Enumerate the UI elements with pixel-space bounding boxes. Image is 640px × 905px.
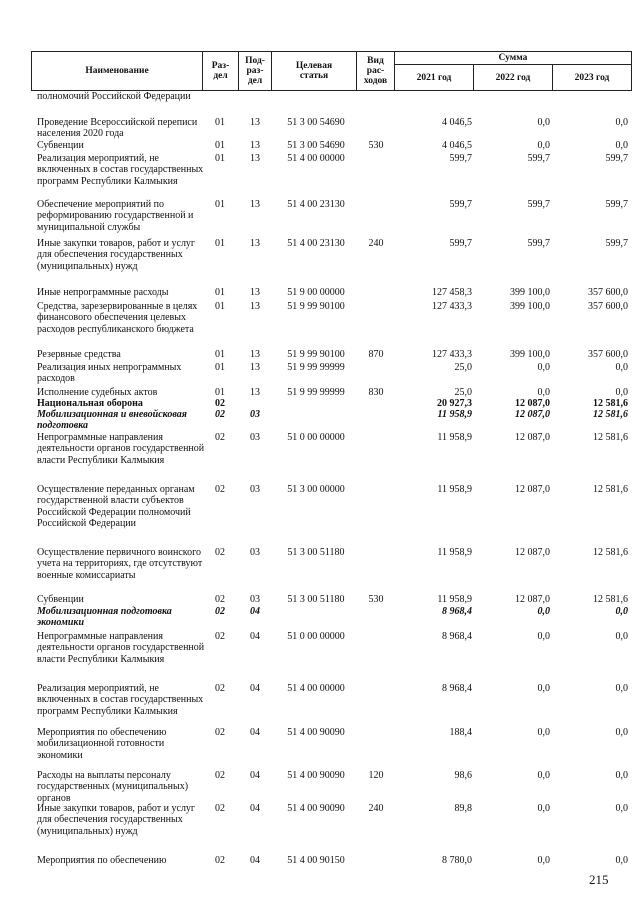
cell-y2: 0,0 <box>537 683 550 694</box>
cell-pr: 13 <box>250 301 260 312</box>
cell-y2: 399 100,0 <box>510 349 550 360</box>
cell-cs: 51 4 00 23130 <box>287 238 345 249</box>
cell-y3: 12 581,6 <box>593 409 628 420</box>
cell-cs: 51 0 00 00000 <box>287 432 345 443</box>
cell-pr: 13 <box>250 238 260 249</box>
row-name: Национальная оборона <box>37 398 143 409</box>
cell-y1: 127 433,3 <box>432 349 472 360</box>
cell-pr: 13 <box>250 117 260 128</box>
cell-y3: 0,0 <box>615 683 628 694</box>
header-target-article: Целевая статья <box>271 51 357 91</box>
cell-y3: 0,0 <box>615 140 628 151</box>
header-expense-kind: Вид рас- ходов <box>356 51 395 91</box>
header-year-2023: 2023 год <box>552 64 632 91</box>
cell-rz: 01 <box>215 301 225 312</box>
cell-y3: 599,7 <box>605 238 628 249</box>
cell-rz: 01 <box>215 387 225 398</box>
cell-rz: 02 <box>215 547 225 558</box>
cell-pr: 03 <box>250 594 260 605</box>
cell-rz: 02 <box>215 398 225 409</box>
row-name: Мобилизационная и вневойсковая подготовка <box>37 409 187 432</box>
cell-cs: 51 4 00 00000 <box>287 153 345 164</box>
cell-y2: 0,0 <box>537 387 550 398</box>
cell-vr: 240 <box>368 238 384 249</box>
cell-vr: 120 <box>368 770 384 781</box>
cell-y2: 0,0 <box>537 855 550 866</box>
row-name: Реализация мероприятий, не включенных в состав государственных программ Республики Калмыкия <box>37 683 204 717</box>
cell-y1: 11 958,9 <box>437 409 472 420</box>
cell-y1: 11 958,9 <box>437 484 472 495</box>
cell-y1: 4 046,5 <box>442 140 472 151</box>
row-name: полномочий Российской Федерации <box>37 91 191 102</box>
cell-rz: 01 <box>215 238 225 249</box>
row-name: Иные непрограммные расходы <box>37 287 169 298</box>
cell-rz: 01 <box>215 153 225 164</box>
cell-rz: 02 <box>215 594 225 605</box>
cell-rz: 02 <box>215 803 225 814</box>
cell-y1: 127 433,3 <box>432 301 472 312</box>
cell-pr: 03 <box>250 432 260 443</box>
cell-rz: 02 <box>215 683 225 694</box>
cell-y1: 98,6 <box>454 770 472 781</box>
cell-cs: 51 4 00 23130 <box>287 199 345 210</box>
cell-rz: 02 <box>215 770 225 781</box>
cell-y2: 0,0 <box>537 727 550 738</box>
cell-pr: 04 <box>250 683 260 694</box>
row-name: Иные закупки товаров, работ и услуг для обеспечения государственных (муниципальных) нужд <box>37 238 196 272</box>
cell-pr: 04 <box>250 606 260 617</box>
cell-cs: 51 4 00 90150 <box>287 855 345 866</box>
cell-y3: 357 600,0 <box>588 349 628 360</box>
cell-cs: 51 4 00 90090 <box>287 803 345 814</box>
row-name: Непрограммные направления деятельности органов государственной власти Республики Калмыкия <box>37 432 205 466</box>
cell-y3: 12 581,6 <box>593 547 628 558</box>
cell-pr: 04 <box>250 727 260 738</box>
cell-y1: 11 958,9 <box>437 547 472 558</box>
cell-cs: 51 3 00 00000 <box>287 484 345 495</box>
cell-y1: 188,4 <box>449 727 472 738</box>
cell-rz: 01 <box>215 362 225 373</box>
row-name: Осуществление первичного воинского учета на территориях, где отсутствуют военные комиссариаты <box>37 547 203 581</box>
cell-y2: 0,0 <box>537 606 550 617</box>
cell-y2: 399 100,0 <box>510 301 550 312</box>
cell-y2: 12 087,0 <box>515 409 550 420</box>
cell-rz: 02 <box>215 432 225 443</box>
cell-cs: 51 9 99 90100 <box>287 349 345 360</box>
cell-y2: 12 087,0 <box>515 484 550 495</box>
cell-y2: 0,0 <box>537 631 550 642</box>
row-name: Непрограммные направления деятельности органов государственной власти Республики Калмыкия <box>37 631 205 665</box>
cell-y2: 12 087,0 <box>515 432 550 443</box>
cell-pr: 04 <box>250 855 260 866</box>
cell-rz: 01 <box>215 140 225 151</box>
cell-y3: 0,0 <box>615 362 628 373</box>
cell-cs: 51 0 00 00000 <box>287 631 345 642</box>
cell-y3: 0,0 <box>615 855 628 866</box>
cell-y3: 12 581,6 <box>593 432 628 443</box>
cell-y2: 599,7 <box>527 199 550 210</box>
header-year-2021: 2021 год <box>394 64 474 91</box>
cell-y2: 0,0 <box>537 803 550 814</box>
cell-y1: 89,8 <box>454 803 472 814</box>
cell-pr: 04 <box>250 631 260 642</box>
cell-y1: 599,7 <box>449 199 472 210</box>
header-year-2022: 2022 год <box>473 64 553 91</box>
cell-cs: 51 9 99 99999 <box>287 387 345 398</box>
cell-y2: 599,7 <box>527 238 550 249</box>
cell-rz: 01 <box>215 349 225 360</box>
cell-y3: 357 600,0 <box>588 301 628 312</box>
cell-pr: 03 <box>250 547 260 558</box>
cell-rz: 01 <box>215 199 225 210</box>
cell-y3: 0,0 <box>615 631 628 642</box>
cell-cs: 51 3 00 54690 <box>287 117 345 128</box>
cell-y3: 12 581,6 <box>593 398 628 409</box>
cell-pr: 13 <box>250 199 260 210</box>
cell-y2: 0,0 <box>537 362 550 373</box>
row-name: Проведение Всероссийской переписи населения 2020 года <box>37 117 198 140</box>
header-sum: Сумма <box>394 51 632 65</box>
cell-vr: 830 <box>368 387 384 398</box>
cell-y3: 357 600,0 <box>588 287 628 298</box>
cell-y1: 599,7 <box>449 238 472 249</box>
cell-y3: 12 581,6 <box>593 594 628 605</box>
page-number: 215 <box>589 872 609 887</box>
cell-cs: 51 4 00 90090 <box>287 770 345 781</box>
row-name: Субвенции <box>37 140 84 151</box>
cell-rz: 01 <box>215 287 225 298</box>
cell-y3: 12 581,6 <box>593 484 628 495</box>
cell-vr: 530 <box>368 594 384 605</box>
header-podrazdel: Под- раз- дел <box>238 51 272 91</box>
cell-y3: 0,0 <box>615 803 628 814</box>
cell-rz: 02 <box>215 855 225 866</box>
cell-y1: 8 968,4 <box>442 631 472 642</box>
cell-pr: 13 <box>250 287 260 298</box>
cell-cs: 51 3 00 51180 <box>287 547 345 558</box>
cell-pr: 13 <box>250 362 260 373</box>
row-name: Иные закупки товаров, работ и услуг для обеспечения государственных (муниципальных) нужд <box>37 803 196 837</box>
cell-rz: 01 <box>215 117 225 128</box>
cell-cs: 51 9 99 99999 <box>287 362 345 373</box>
cell-vr: 530 <box>368 140 384 151</box>
cell-vr: 240 <box>368 803 384 814</box>
cell-rz: 02 <box>215 727 225 738</box>
cell-y1: 25,0 <box>454 387 472 398</box>
cell-y3: 599,7 <box>605 199 628 210</box>
row-name: Осуществление переданных органам государственной власти субъектов Российской Федерации полномочий Российской Федерации <box>37 484 195 530</box>
cell-y1: 25,0 <box>454 362 472 373</box>
header-razdel: Раз- дел <box>202 51 239 91</box>
cell-y2: 0,0 <box>537 140 550 151</box>
cell-cs: 51 3 00 51180 <box>287 594 345 605</box>
cell-rz: 02 <box>215 606 225 617</box>
cell-y3: 0,0 <box>615 117 628 128</box>
cell-rz: 02 <box>215 409 225 420</box>
cell-y1: 8 968,4 <box>442 606 472 617</box>
cell-pr: 04 <box>250 803 260 814</box>
cell-cs: 51 4 00 90090 <box>287 727 345 738</box>
cell-y1: 127 458,3 <box>432 287 472 298</box>
cell-y1: 4 046,5 <box>442 117 472 128</box>
row-name: Резервные средства <box>37 349 121 360</box>
cell-rz: 02 <box>215 484 225 495</box>
cell-pr: 13 <box>250 349 260 360</box>
cell-pr: 13 <box>250 387 260 398</box>
cell-y1: 599,7 <box>449 153 472 164</box>
cell-y3: 0,0 <box>615 727 628 738</box>
row-name: Субвенции <box>37 594 84 605</box>
cell-rz: 02 <box>215 631 225 642</box>
cell-y3: 599,7 <box>605 153 628 164</box>
cell-y1: 11 958,9 <box>437 432 472 443</box>
cell-y1: 8 968,4 <box>442 683 472 694</box>
cell-y2: 399 100,0 <box>510 287 550 298</box>
cell-y1: 20 927,3 <box>437 398 472 409</box>
row-name: Расходы на выплаты персоналу государственных (муниципальных) органов <box>37 770 189 804</box>
cell-y1: 11 958,9 <box>437 594 472 605</box>
cell-cs: 51 9 00 00000 <box>287 287 345 298</box>
cell-y2: 0,0 <box>537 117 550 128</box>
cell-y3: 0,0 <box>615 770 628 781</box>
row-name: Реализация мероприятий, не включенных в состав государственных программ Республики Калмыкия <box>37 153 204 187</box>
cell-cs: 51 3 00 54690 <box>287 140 345 151</box>
row-name: Мероприятия по обеспечению мобилизационной готовности экономики <box>37 727 167 761</box>
row-name: Исполнение судебных актов <box>37 387 158 398</box>
cell-y1: 8 780,0 <box>442 855 472 866</box>
cell-pr: 04 <box>250 770 260 781</box>
cell-y3: 0,0 <box>615 387 628 398</box>
cell-pr: 03 <box>250 409 260 420</box>
header-name: Наименование <box>31 51 203 91</box>
cell-pr: 13 <box>250 153 260 164</box>
row-name: Мобилизационная подготовка экономики <box>37 606 172 629</box>
cell-pr: 13 <box>250 140 260 151</box>
cell-cs: 51 9 99 90100 <box>287 301 345 312</box>
cell-y3: 0,0 <box>615 606 628 617</box>
cell-y2: 599,7 <box>527 153 550 164</box>
cell-y2: 12 087,0 <box>515 594 550 605</box>
cell-cs: 51 4 00 00000 <box>287 683 345 694</box>
cell-vr: 870 <box>368 349 384 360</box>
row-name: Реализация иных непрограммных расходов <box>37 362 182 385</box>
row-name: Обеспечение мероприятий по реформированию государственной и муниципальной службы <box>37 199 194 233</box>
row-name: Средства, зарезервированные в целях финансового обеспечения целевых расходов республиканского бюджета <box>37 301 198 335</box>
cell-pr: 03 <box>250 484 260 495</box>
cell-y2: 12 087,0 <box>515 398 550 409</box>
row-name: Мероприятия по обеспечению <box>37 855 167 866</box>
cell-y2: 12 087,0 <box>515 547 550 558</box>
cell-y2: 0,0 <box>537 770 550 781</box>
